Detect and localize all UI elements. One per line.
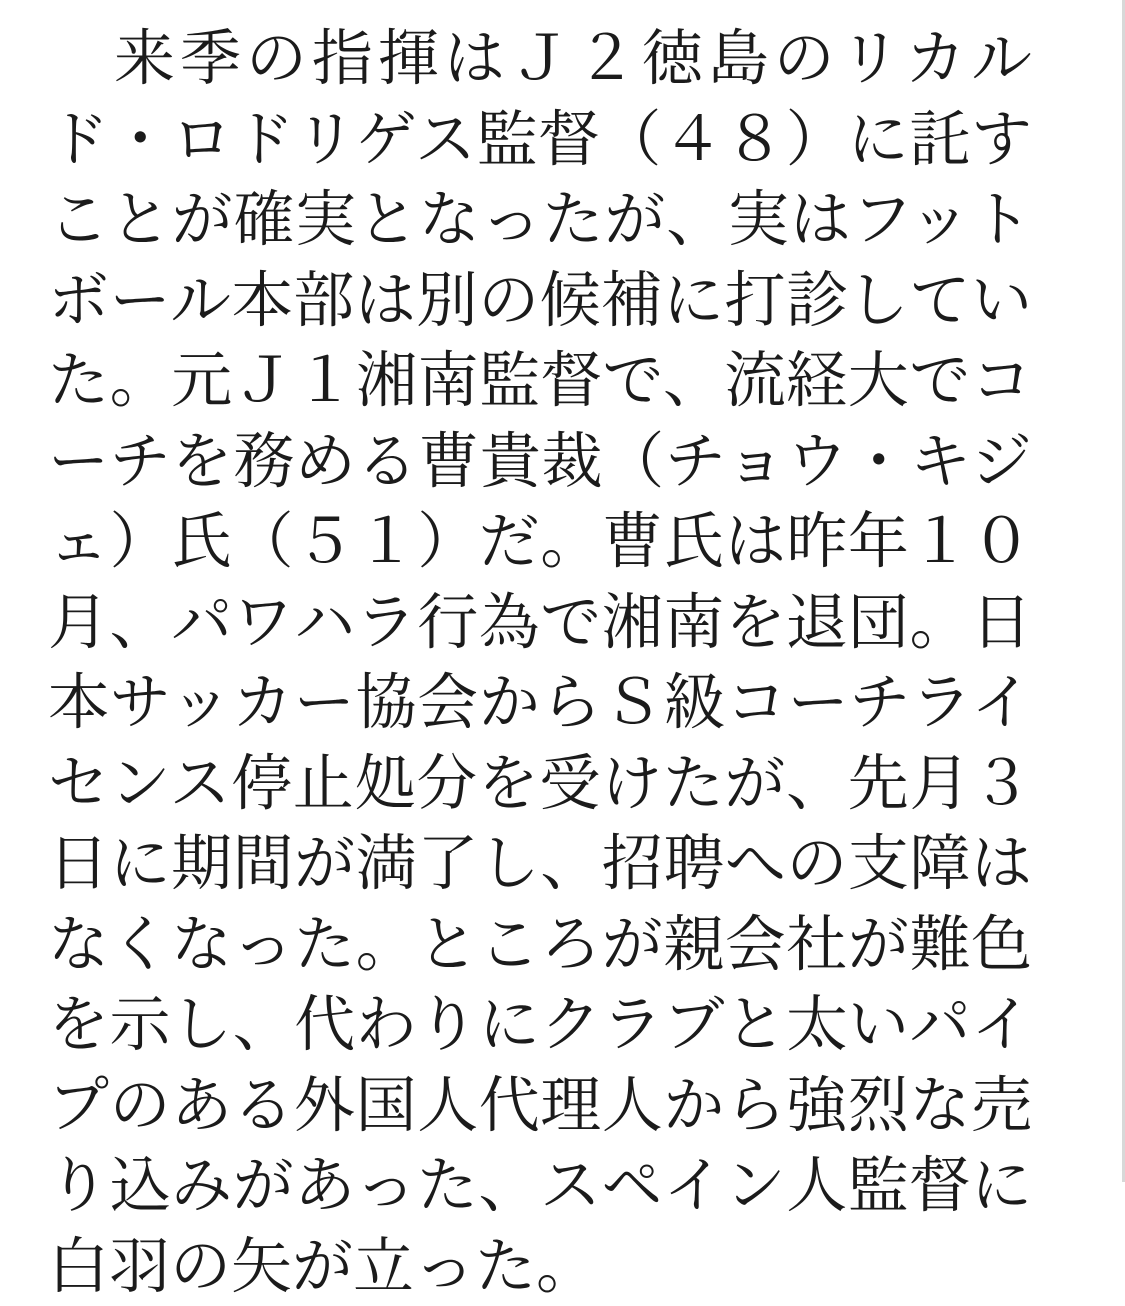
article-paragraph: 来季の指揮はＪ２徳島のリカルド・ロドリゲス監督（４８）に託すことが確実となったが、実はフットボール本部は別の候補に打診していた。元Ｊ１湘南監督で、流経大でコーチを務める曹貴裁（チョウ・キジェ）氏（５１）だ。曹氏は昨年１０月、パワハラ行為で湘南を退団。日本サッカー協会からＳ級コーチライセンス停止処分を受けたが、先月３日に期間が満了し、招聘への支障はなくなった。ところが親会社が難色を示し、代わりにクラブと太いパイプのある外国人代理人から強烈な売り込みがあった、スペイン人監督に白羽の矢が立った。: [48, 24, 1032, 1300]
